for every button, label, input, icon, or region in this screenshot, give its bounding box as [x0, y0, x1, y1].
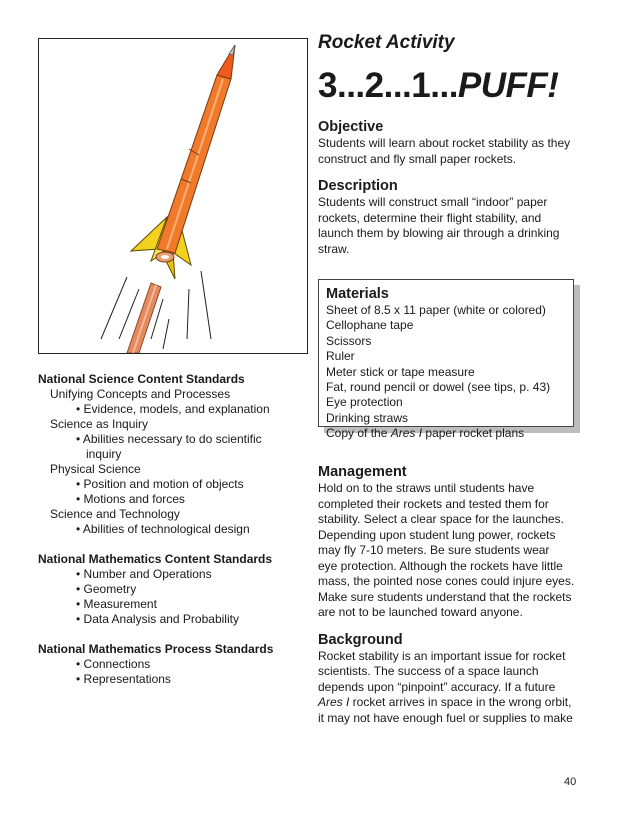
math-process-standards	[38, 642, 298, 687]
materials-heading: Materials	[326, 286, 389, 302]
background-line: Rocket stability is an important issue for rocket	[318, 648, 566, 663]
management-line: may fly 7-10 meters. Be sure students wear	[318, 543, 550, 557]
title-main: 3...2...1...	[318, 66, 458, 105]
objective-heading: Objective	[318, 119, 384, 135]
rocket-nozzle	[156, 252, 174, 262]
background-line	[318, 695, 596, 711]
background-line: scientists. The success of a space launch	[318, 664, 539, 678]
science-standards-title: National Science Content Standards	[38, 372, 245, 386]
standard-bullet: • Evidence, models, and explanation	[76, 402, 270, 416]
standard-bullet: • Motions and forces	[76, 492, 185, 506]
standard-bullet: • Geometry	[76, 582, 137, 596]
standard-bullet-cont: inquiry	[86, 447, 122, 461]
management-line: stability. Select a clear space for the launches.	[318, 512, 564, 526]
background-em: Ares I	[318, 695, 350, 709]
objective-line: Students will learn about rocket stability as they	[318, 136, 571, 150]
math-process-title: National Mathematics Process Standards	[38, 642, 274, 656]
objective-text	[318, 136, 596, 167]
motion-lines	[101, 271, 211, 349]
standard-subheading: Science and Technology	[50, 507, 180, 521]
title-emph: PUFF!	[457, 66, 559, 105]
description-line: rockets, determine their flight stability, and	[318, 210, 542, 225]
objective-line: construct and fly small paper rockets.	[318, 151, 517, 166]
rocket-illustration	[38, 38, 308, 354]
background-line4-post: rocket arrives in space in the wrong orbit,	[349, 695, 572, 709]
materials-item: Drinking straws	[326, 410, 409, 425]
standard-subheading: Science as Inquiry	[50, 417, 149, 431]
materials-item-post: paper rocket plans	[422, 426, 525, 441]
rocket-nose-cone	[217, 45, 235, 79]
background-text	[318, 649, 596, 727]
description-text	[318, 195, 596, 257]
management-line: Hold on to the straws until students have	[318, 481, 535, 495]
page-title	[318, 66, 596, 106]
materials-item: Cellophane tape	[326, 318, 414, 333]
science-standards	[38, 372, 298, 537]
standard-bullet: • Connections	[76, 657, 151, 671]
description-heading: Description	[318, 178, 398, 194]
materials-box	[318, 279, 574, 441]
background-line: depends upon “pinpoint” accuracy. If a future	[318, 679, 556, 694]
rocket-body	[157, 75, 231, 253]
rocket-drawing	[39, 39, 307, 353]
description-line: straw.	[318, 241, 350, 256]
standard-bullet: • Number and Operations	[76, 567, 212, 581]
materials-item: Eye protection	[326, 395, 403, 410]
management-line: completed their rockets and tested them for	[318, 496, 549, 511]
management-line: Make sure students understand that the rockets	[318, 589, 572, 604]
management-line: Depending upon student lung power, rockets	[318, 527, 556, 542]
materials-item: Scissors	[326, 333, 372, 348]
activity-label: Rocket Activity	[318, 32, 455, 53]
math-content-standards	[38, 552, 298, 627]
materials-item: Meter stick or tape measure	[326, 364, 475, 379]
straw	[127, 283, 161, 353]
standard-subheading: Unifying Concepts and Processes	[50, 387, 231, 401]
background-line: it may not have enough fuel or supplies to make	[318, 710, 573, 725]
materials-item: Ruler	[326, 349, 355, 364]
description-line: launch them by blowing air through a drinking	[318, 226, 560, 240]
management-heading: Management	[318, 464, 407, 480]
standard-bullet: • Abilities of technological design	[76, 522, 250, 536]
standard-subheading: Physical Science	[50, 462, 141, 476]
description-line: Students will construct small “indoor” paper	[318, 195, 548, 209]
materials-item-em: Ares I	[390, 426, 423, 441]
management-line: are not to be launched toward anyone.	[318, 605, 523, 619]
materials-item-pre: Copy of the	[326, 426, 391, 441]
management-line: mass, the pointed nose cones could injure eyes.	[318, 574, 575, 588]
standards-section	[38, 372, 298, 702]
management-text	[318, 481, 596, 621]
standard-bullet: • Position and motion of objects	[76, 477, 244, 491]
standard-bullet: • Data Analysis and Probability	[76, 612, 239, 626]
page-number: 40	[564, 776, 577, 788]
right-column	[318, 30, 596, 726]
standard-bullet: • Measurement	[76, 597, 157, 611]
management-line: eye protection. Although the rockets have little	[318, 558, 563, 573]
materials-list	[326, 303, 573, 442]
materials-item: Fat, round pencil or dowel (see tips, p. 43)	[326, 380, 551, 395]
materials-item: Sheet of 8.5 x 11 paper (white or colored)	[326, 303, 546, 317]
background-heading: Background	[318, 631, 403, 648]
standard-bullet: • Representations	[76, 672, 171, 686]
standard-bullet: • Abilities necessary to do scientific	[76, 432, 262, 446]
math-content-title: National Mathematics Content Standards	[38, 552, 273, 566]
materials-item-plans	[326, 426, 573, 441]
